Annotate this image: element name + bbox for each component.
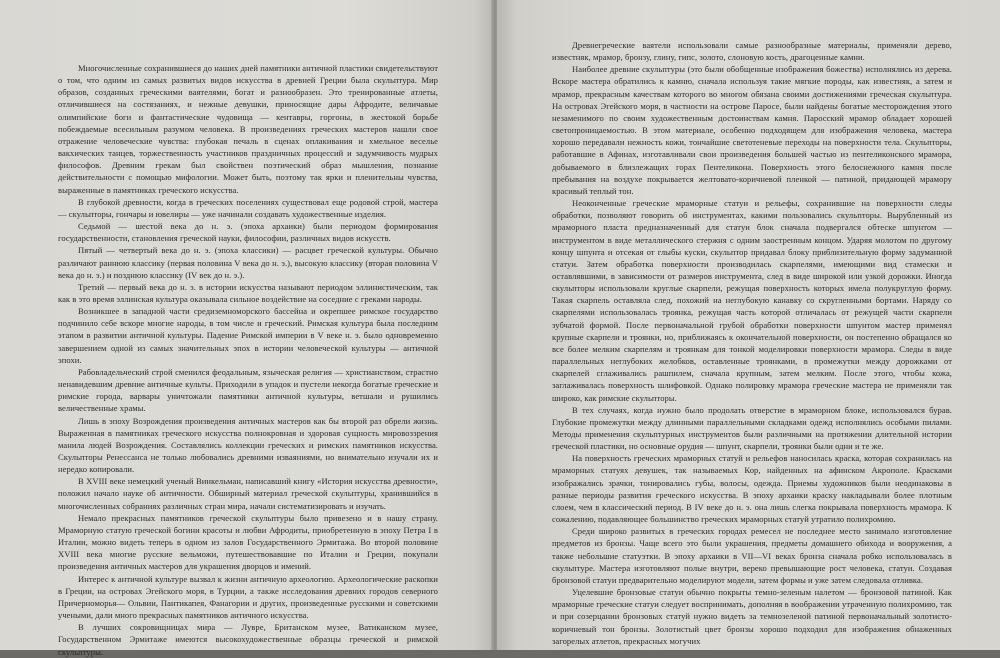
paragraph: Среди широко развитых в греческих городах ремесел не последнее место занимало изготовление предметов из бронзы. Чаще всего это были украшения, предметы домашнего обихода и вооружения, а также небольшие статуэтки. В эпоху архаики в VII—VI веках бронза сначала робко использовалась в скульптуре. Мастера изготовляют полые внутри, вереко превышающие рост человека, статуи. Создавая бронзовой статуи предварительно моделируют модели, затем формы и уже затем следовала отливка. bbox=[552, 526, 952, 585]
paragraph: В тех случаях, когда нужно было продолать отверстие в мраморном блоке, использовался бурав. Глубокие промежутки между длинными параллельными складками одежд исполнялись особыми пилами. Методы применения скульптурных инструментов были различными на протяжении длительной истории греческой пластики, но основные орудия — шпунт, скарпели, троянки были одни и те же. bbox=[552, 404, 952, 452]
left-page-text bbox=[58, 62, 438, 658]
paragraph: В XVIII веке немецкий ученый Винкельман, написавший книгу «История искусства древности», положил начало науке об античности. Обширный материал греческой скульптуры, хранившийся в многочисленных собраниях различных стран мира, начали систематизировать и изучать. bbox=[58, 476, 438, 511]
paragraph: Рабовладельческий строй сменился феодальным, языческая религия — христианством, страстно ненавидевшим древние античные культы. Приходили в упадок и пустели некогда богатые греческие и римские города, варвары уничтожали памятники античной культуры, ветшали и рушились величественные храмы. bbox=[58, 366, 438, 414]
paragraph: Лишь в эпоху Возрождения произведения античных мастеров как бы второй раз обрели жизнь. Выраженная в памятниках греческого искусства полнокровная и здоровая сущность мировоззрения манила людей Возрождения. Составлялись коллекции греческих и римских памятников искусства. Скульпторы Ренессанса не только любовались древними изваяниями, но внимательно изучали их и нередко копировали. bbox=[58, 415, 438, 475]
paragraph: Древнегреческие ваятели использовали самые разнообразные материалы, применяли дерево, известняк, мрамор, бронзу, глину, гипс, золото, слоновую кость, драгоценные камни. bbox=[552, 40, 952, 63]
paragraph: Третий — первый века до н. э. в истории искусства называют периодом эллинистическим, так как в это время эллинская культура оказывала сильное воздействие на соседние с греками народы. bbox=[58, 281, 438, 304]
paragraph: Возникшее в западной части средиземноморского бассейна и окрепшее римское государство подчинило себе вскоре многие народы, в том числе и греческий. Римская культура была последним этапом в развитии античной культуры. Падение Римской империи в V веке н. э. было одновременно завершением одной из самых значительных эпох в истории человеческой культуры — античной эпохи. bbox=[58, 306, 438, 365]
paragraph: Наиболее древние скульптуры (это были обобщенные изображения божества) исполнялись из дерева. Вскоре мастера обратились к камню, сначала используя такие мягкие породы, как известняк, а затем и мрамор, прекрасным качествам которого во многом обязана своими достижениями греческая скульптура. На островах Эгейского моря, в частности на острове Паросе, были найдены богатые месторождения этого незаменимого по своим художественным достоинствам камня. Паросский мрамор обладает хорошей светопроницаемостью. В этом материале, особенно подходящем для изображения человека, мастера хорошо передавали нежность кожи, тончайшие светотеневые переходы на поверхности тела. Скульпторы, работавшие в Афинах, изготавливали свои произведения большей частью из пентеликонского мрамора, добываемого в близлежащих горах Пентеликона. Поверхность этого белоснежного камня после пребывания на воздухе покрывается желтовато-коричневой пленкой — патиной, придающей мрамору красивый теплый тон. bbox=[552, 64, 952, 196]
right-page-text bbox=[552, 39, 952, 647]
paragraph: Немало прекрасных памятников греческой скульптуры было привезено и в нашу страну. Мраморную статую греческой богини красоты и любви Афродиты, приобретенную в эпоху Петра I в Италии, можно видеть теперь в одном из залов Государственного Эрмитажа. Во второй половине XVIII века многие русские вельможи, путешествовавшие по Италии и Греции, покупали произведения античных мастеров для украшения дворцов и имений. bbox=[58, 512, 438, 572]
paragraph: На поверхность греческих мраморных статуй и рельефов наносилась краска, которая сохранилась на мраморных статуях девушек, так называемых Кор, найденных на афинском Акрополе. Красками изображались зрачки, тонировались губы, волосы, одежда. Приемы художников были неодинаковы в разные периоды развития греческого искусства. В эпоху архаики краску накладывали более плотным слоем, чем в классический период. В IV веке до н. э. она лишь слегка покрывала поверхность мрамора. К сожалению, подавляющее большинство греческих мраморных статуй утратило полихромию. bbox=[552, 453, 952, 525]
paragraph: Уцелевшие бронзовые статуи обычно покрыты темно-зеленым налетом — бронзовой патиной. Как мраморные греческие статуи следует воспринимать, дополняя в воображении утраченную полихромию, так и при созерцании бронзовых статуй нужно видеть за темнозеленой патиной первоначальный золотисто-коричневый тон бронзы. Золотистый цвет бронзы хорошо подходил для изображения обнаженных загорелых атлетов, прекрасных могучих bbox=[552, 587, 952, 646]
left-page bbox=[0, 0, 493, 657]
paragraph: В глубокой древности, когда в греческих поселениях существовал еще родовой строй, мастера — скульпторы, гончары и ювелиры — уже начинали создавать художественные изделия. bbox=[58, 196, 438, 219]
paragraph: Седьмой — шестой века до н. э. (эпоха архаики) были периодом формирования государственности, становления греческой науки, философии, различных видов искусств. bbox=[58, 221, 438, 244]
paragraph: Пятый — четвертый века до н. э. (эпоха классики) — расцвет греческой культуры. Обычно различают раннюю классику (первая половина V века до н. э.), высокую классику (вторая половина V века до н. э.) и позднюю классику (IV век до н. э.). bbox=[58, 245, 438, 280]
paragraph: Многочисленные сохранившиеся до наших дней памятники античной пластики свидетельствуют о том, что одним из самых развитых видов искусства в древней Греции была скульптура. Мир образов, созданных греческими ваятелями, богат и разнообразен. Это тренированные атлеты, отличившиеся на состязаниях, и нежные девушки, приносящие дары Афродите, величавые олимпийские боги и фантастические чудовища — кентавры, горгоны, в жестокой борьбе побеждаемые всесильным разумом человека. В произведениях греческих мастеров нашли свое отражение человеческие чувства: глубокая печаль в сценах оплакивания и хмельное веселье вакхических танцев, торжественность участников праздничных процессий и задумчивость мудрых философов. Древним грекам был свойствен поэтический образ мышления, познание действительности с помощью мифологии. Может быть, поэтому так ярки и пленительны чувства, выраженные в памятниках греческого искусства. bbox=[58, 63, 438, 195]
right-page bbox=[497, 0, 1000, 650]
paragraph: Неоконченные греческие мраморные статуи и рельефы, сохранившие на поверхности следы обработки, позволяют говорить об инструментах, какими пользовались скульпторы. Вырубленный из мраморного пласта предназначенный для статуи блок сначала подвергался обтеске шпунтом — инструментом в виде металлического стержня с одним заостренным концом. Ударяя молотом по другому концу шпунта и отсекая от глыбы куски, скульптор придавал блоку приблизительную форму задуманной статуи. Затем обработка поверхности производилась скарпелями, имеющими вид стамески и оставлявшими, в зависимости от размеров инструмента, след в виде широкой или узкой дорожки. Иногда скульпторы использовали круглые скарпели, режущая поверхность которых имела полукруглую форму. Такая скарпель оставляла след, похожий на неглубокую канавку со скругленными бортами. Наряду со скарпелями использовалась троянка, режущая часть которой отличалась от режущей части скарпели зубчатой формой. После первоначальной грубой обработки поверхности шпунтом мастер применял крупные скарпели и троянки, но, приближаясь к окончательной поверхности, он постепенно обращался ко все более мелким скарпелям и троянкам для тонкой моделировки поверхности мрамора. Следы в виде параллельных неглубоких желобков, оставленные троянками, в промежутки между дорожками от скарпелей сглаживались рашпилем, сначала крупным, затем мелким. После этого, чтобы кожа, заглаживалась поверхность шлифовкой. Однако полировку мрамора греческие мастера не применяли так широко, как римские скульпторы. bbox=[552, 198, 952, 403]
paragraph: Интерес к античной культуре вызвал к жизни античную археологию. Археологические раскопки в Греции, на островах Эгейского моря, в Турции, а также исследования древних городов северного Причерноморья— Ольвии, Пантикапея, Фанагории и других, произведенные русскими и советскими учеными, дали много прекрасных памятников античного искусства. bbox=[58, 573, 438, 621]
paragraph: В лучших сокровищницах мира — Лувре, Британском музее, Ватиканском музее, Государственном Эрмитаже имеются высокохудожественные образцы греческой и римской скульптуры. bbox=[58, 622, 438, 657]
